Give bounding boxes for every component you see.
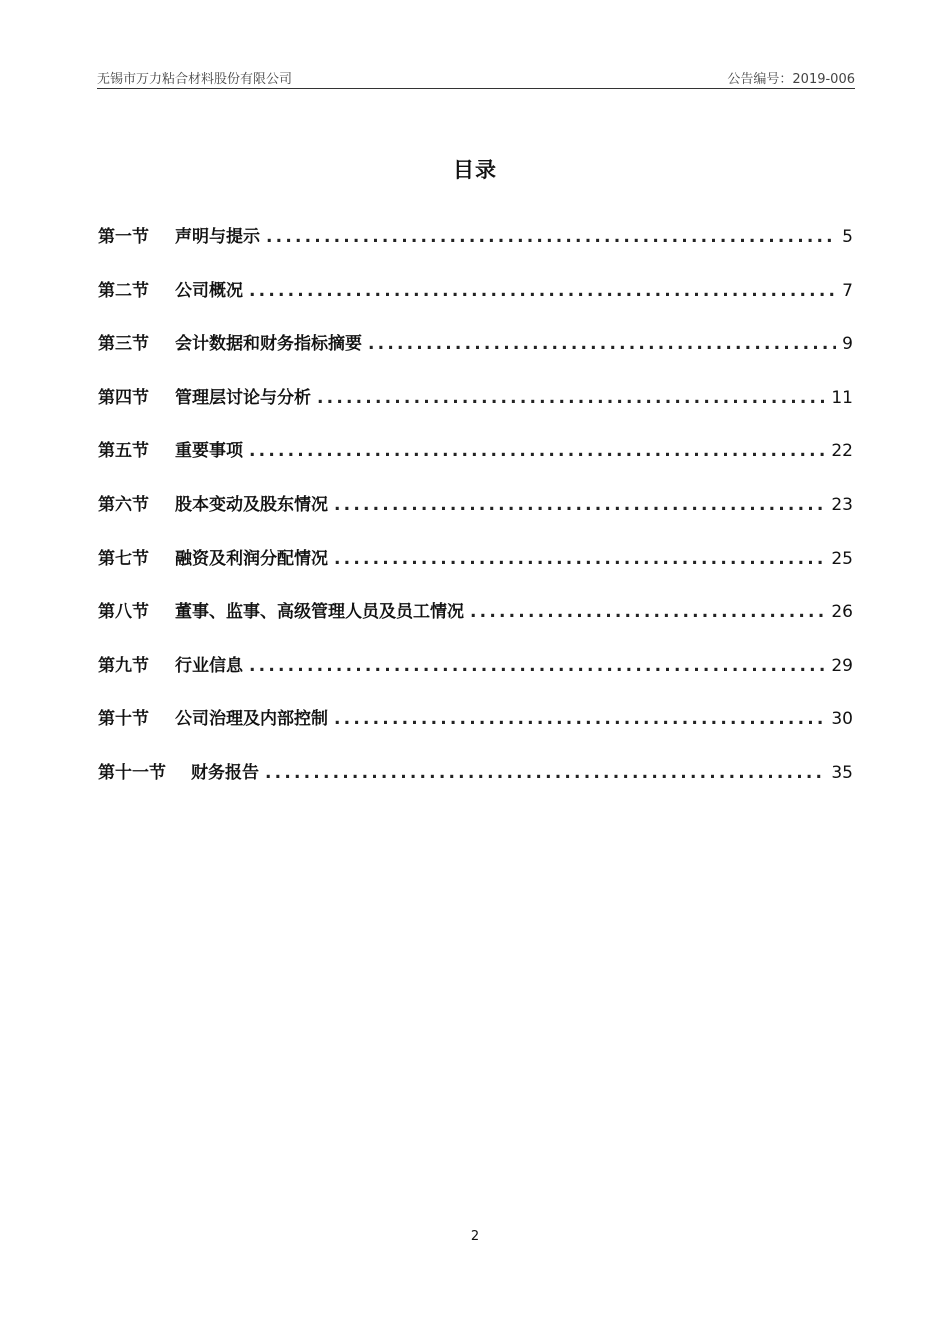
page-title: 目录 [453,158,497,182]
toc-dot-leader [334,495,825,515]
toc-dot-leader [249,656,825,676]
toc-section-title: 公司治理及内部控制 [175,709,328,730]
toc-section-number: 第七节 [98,548,149,569]
toc-entry[interactable] [98,329,853,383]
toc-entry[interactable] [98,490,853,544]
toc-page-number: 29 [831,655,853,676]
toc-entry[interactable] [98,436,853,490]
toc-page-number: 11 [831,387,853,408]
company-name: 无锡市万力粘合材料股份有限公司 [97,72,293,87]
toc-section-number: 第三节 [98,334,149,355]
toc-page-number: 35 [831,762,853,783]
notice-number: 公告编号：2019-006 [727,72,855,87]
toc-section-title: 公司概况 [175,280,243,301]
toc-section-title: 董事、监事、高级管理人员及员工情况 [175,602,464,623]
toc-page-number: 26 [831,602,853,623]
toc-section-title: 行业信息 [175,655,243,676]
toc-section-number: 第六节 [98,494,149,515]
toc-section-title: 股本变动及股东情况 [175,494,328,515]
toc-entry[interactable] [98,597,853,651]
page-number: 2 [470,1229,480,1244]
toc-section-number: 第十节 [98,709,149,730]
table-of-contents [98,222,853,812]
toc-section-number: 第十一节 [98,762,166,783]
toc-entry[interactable] [98,276,853,330]
toc-dot-leader [317,388,825,408]
toc-page-number: 9 [842,334,853,355]
toc-page-number: 23 [831,494,853,515]
toc-page-number: 5 [842,227,853,247]
toc-section-number: 第八节 [98,602,149,623]
toc-section-title: 财务报告 [191,762,259,783]
toc-entry[interactable] [98,222,853,276]
toc-section-number: 第四节 [98,387,149,408]
toc-dot-leader [249,281,836,301]
toc-dot-leader [334,709,825,729]
toc-dot-leader [249,441,825,461]
toc-section-title: 会计数据和财务指标摘要 [175,334,362,355]
toc-section-number: 第五节 [98,441,149,462]
toc-entry[interactable] [98,383,853,437]
toc-section-title: 重要事项 [175,441,243,462]
toc-dot-leader [470,602,825,622]
toc-entry[interactable] [98,544,853,598]
page-header [97,66,855,89]
toc-dot-leader [265,763,825,783]
toc-page-number: 7 [842,280,853,301]
toc-page-number: 22 [831,441,853,462]
toc-section-number: 第一节 [98,227,149,247]
toc-page-number: 30 [831,709,853,730]
toc-entry[interactable] [98,704,853,758]
toc-dot-leader [368,334,836,354]
toc-section-title: 管理层讨论与分析 [175,387,311,408]
toc-entry[interactable] [98,758,853,812]
toc-page-number: 25 [831,548,853,569]
toc-section-number: 第九节 [98,655,149,676]
toc-section-title: 声明与提示 [175,227,260,247]
toc-section-number: 第二节 [98,280,149,301]
toc-dot-leader [266,227,836,247]
toc-entry[interactable] [98,651,853,705]
toc-section-title: 融资及利润分配情况 [175,548,328,569]
toc-dot-leader [334,549,825,569]
